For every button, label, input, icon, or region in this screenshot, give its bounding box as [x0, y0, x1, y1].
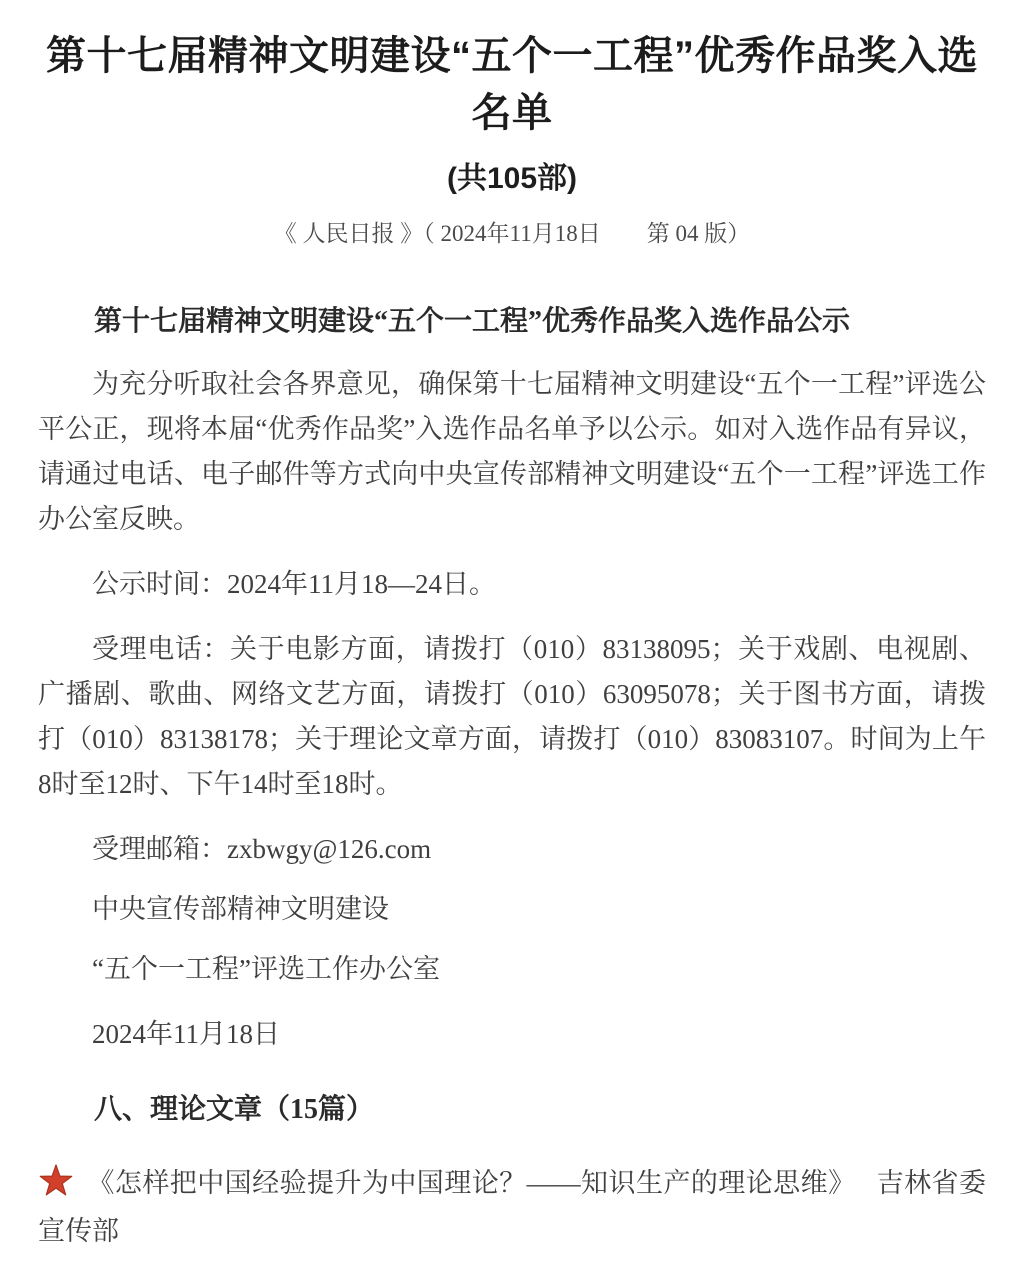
- paragraph-signature-office: “五个一工程”评选工作办公室: [92, 954, 440, 984]
- source-line: 《 人民日报 》（ 2024年11月18日 第 04 版）: [273, 221, 751, 246]
- page-title: 第十七届精神文明建设“五个一工程”优秀作品奖入选名单: [46, 34, 978, 135]
- red-star-icon: [38, 1162, 74, 1198]
- list-item-text: 《怎样把中国经验提升为中国理论？——知识生产的理论思维》 吉林省委宣传部: [38, 1168, 986, 1246]
- list-heading-theory-articles: 八、理论文章（15篇）: [94, 1094, 375, 1125]
- paragraph-signature-department: 中央宣传部精神文明建设: [92, 894, 389, 924]
- paragraph-phone-numbers: 受理电话：关于电影方面，请拨打（010）83138095；关于戏剧、电视剧、广播剧、歌曲、网络文艺方面，请拨打（010）63095078；关于图书方面，请拨打（010）83138178；关于理论文章方面，请拨打（010）83083107。时间为上午8时至12时、下午14时至18时。: [38, 634, 986, 799]
- paragraph-signature-date: 2024年11月18日: [92, 1019, 280, 1049]
- paragraph-public-period: 公示时间：2024年11月18—24日。: [92, 569, 496, 599]
- red-star-shape: [40, 1165, 71, 1195]
- paragraph-intro: 为充分听取社会各界意见，确保第十七届精神文明建设“五个一工程”评选公平公正，现将本届“优秀作品奖”入选作品名单予以公示。如对入选作品有异议，请通过电话、电子邮件等方式向中央宣传部精神文明建设“五个一工程”评选工作办公室反映。: [38, 369, 986, 534]
- page-subtitle: (共105部): [446, 162, 578, 195]
- list-item: [38, 1159, 986, 1255]
- paragraph-email: 受理邮箱：zxbwgy@126.com: [92, 834, 432, 864]
- section-heading: 第十七届精神文明建设“五个一工程”优秀作品奖入选作品公示: [94, 306, 851, 337]
